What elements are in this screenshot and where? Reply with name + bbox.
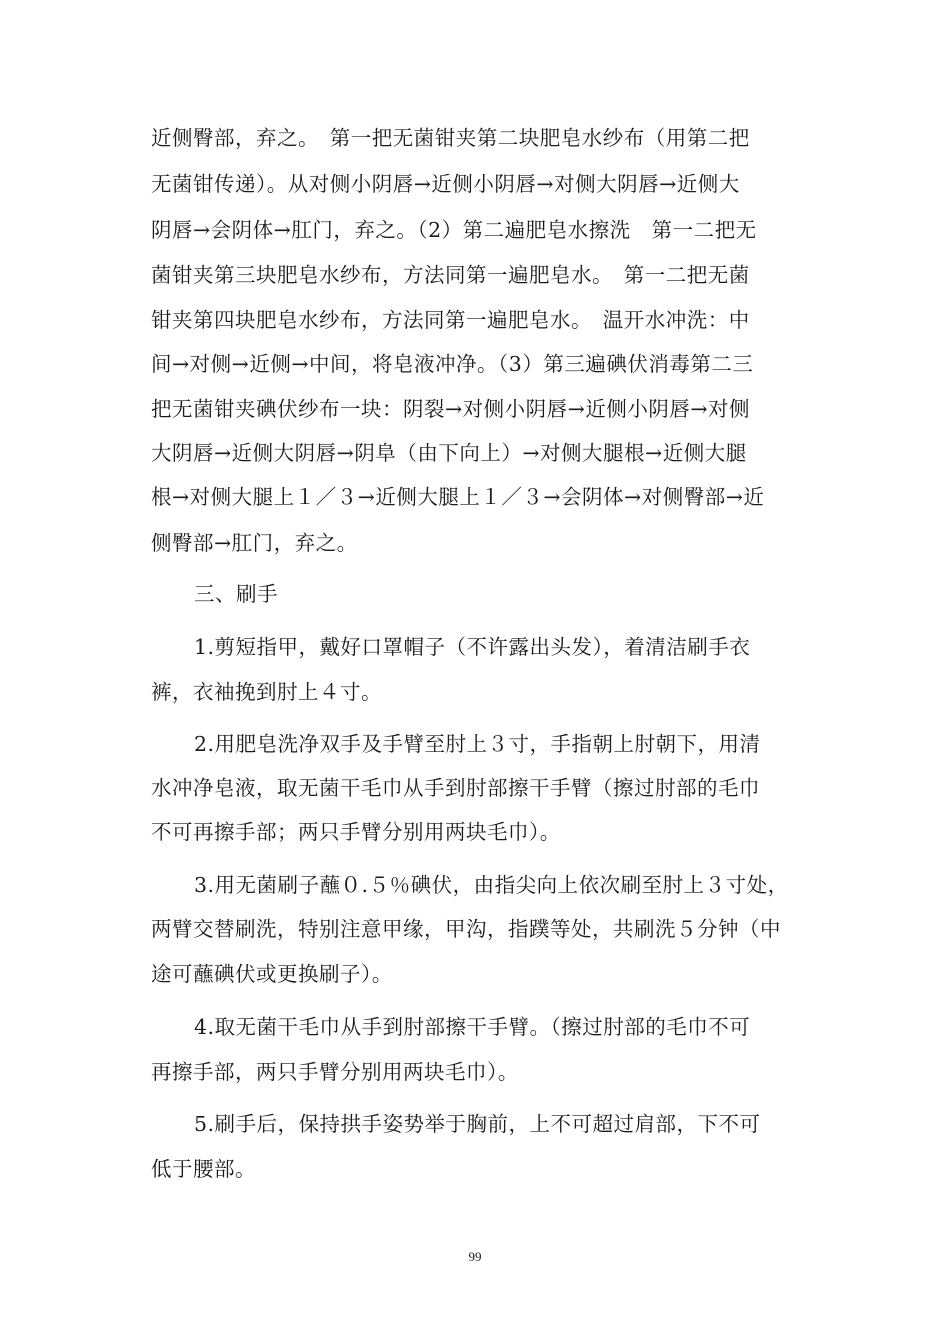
- body-text-line: 两臂交替刷洗，特别注意甲缘，甲沟，指蹼等处，共刷洗５分钟（中: [151, 917, 781, 941]
- body-text-line: 菌钳夹第三块肥皂水纱布，方法同第一遍肥皂水。 第一二把无菌: [151, 263, 750, 287]
- body-text-line: 1.剪短指甲，戴好口罩帽子（不许露出头发），着清洁刷手衣: [194, 635, 751, 659]
- body-text-line: 钳夹第四块肥皂水纱布，方法同第一遍肥皂水。 温开水冲洗：中: [151, 308, 750, 332]
- body-text-line: 裤，衣袖挽到肘上４寸。: [151, 680, 382, 704]
- body-text-line: 水冲净皂液，取无菌干毛巾从手到肘部擦干手臂（擦过肘部的毛巾: [151, 776, 760, 800]
- body-text-line: 把无菌钳夹碘伏纱布一块：阴裂→对侧小阴唇→近侧小阴唇→对侧: [151, 397, 751, 421]
- section-heading: 三、刷手: [194, 582, 278, 606]
- body-text-line: 侧臀部→肛门，弃之。: [151, 531, 358, 555]
- body-text-line: 无菌钳传递）。从对侧小阴唇→近侧小阴唇→对侧大阴唇→近侧大: [151, 172, 740, 196]
- body-text-line: 5.刷手后，保持拱手姿势举于胸前，上不可超过肩部，下不可: [194, 1112, 761, 1136]
- body-text-line: 根→对侧大腿上１／３→近侧大腿上１／３→会阴体→对侧臀部→近: [151, 485, 765, 509]
- body-text-line: 2.用肥皂洗净双手及手臂至肘上３寸，手指朝上肘朝下，用清: [194, 732, 761, 756]
- body-text-line: 4.取无菌干毛巾从手到肘部擦干手臂。（擦过肘部的毛巾不可: [194, 1015, 751, 1039]
- body-text-line: 近侧臀部，弃之。 第一把无菌钳夹第二块肥皂水纱布（用第二把: [151, 126, 750, 150]
- body-text-line: 低于腰部。: [151, 1157, 256, 1181]
- body-text-line: 阴唇→会阴体→肛门，弃之。（2）第二遍肥皂水擦洗 第一二把无: [151, 218, 757, 242]
- body-text-line: 3.用无菌刷子蘸０.５％碘伏，由指尖向上依次刷至肘上３寸处，: [194, 873, 789, 897]
- body-text-line: 不可再擦手部；两只手臂分别用两块毛巾）。: [151, 820, 561, 844]
- body-text-line: 途可蘸碘伏或更换刷子）。: [151, 962, 393, 986]
- body-text-line: 大阴唇→近侧大阴唇→阴阜（由下向上）→对侧大腿根→近侧大腿: [151, 441, 747, 465]
- body-text-line: 间→对侧→近侧→中间，将皂液冲净。（3）第三遍碘伏消毒第二三: [151, 352, 754, 376]
- page-number: 99: [468, 1249, 482, 1264]
- body-text-line: 再擦手部，两只手臂分别用两块毛巾）。: [151, 1060, 519, 1084]
